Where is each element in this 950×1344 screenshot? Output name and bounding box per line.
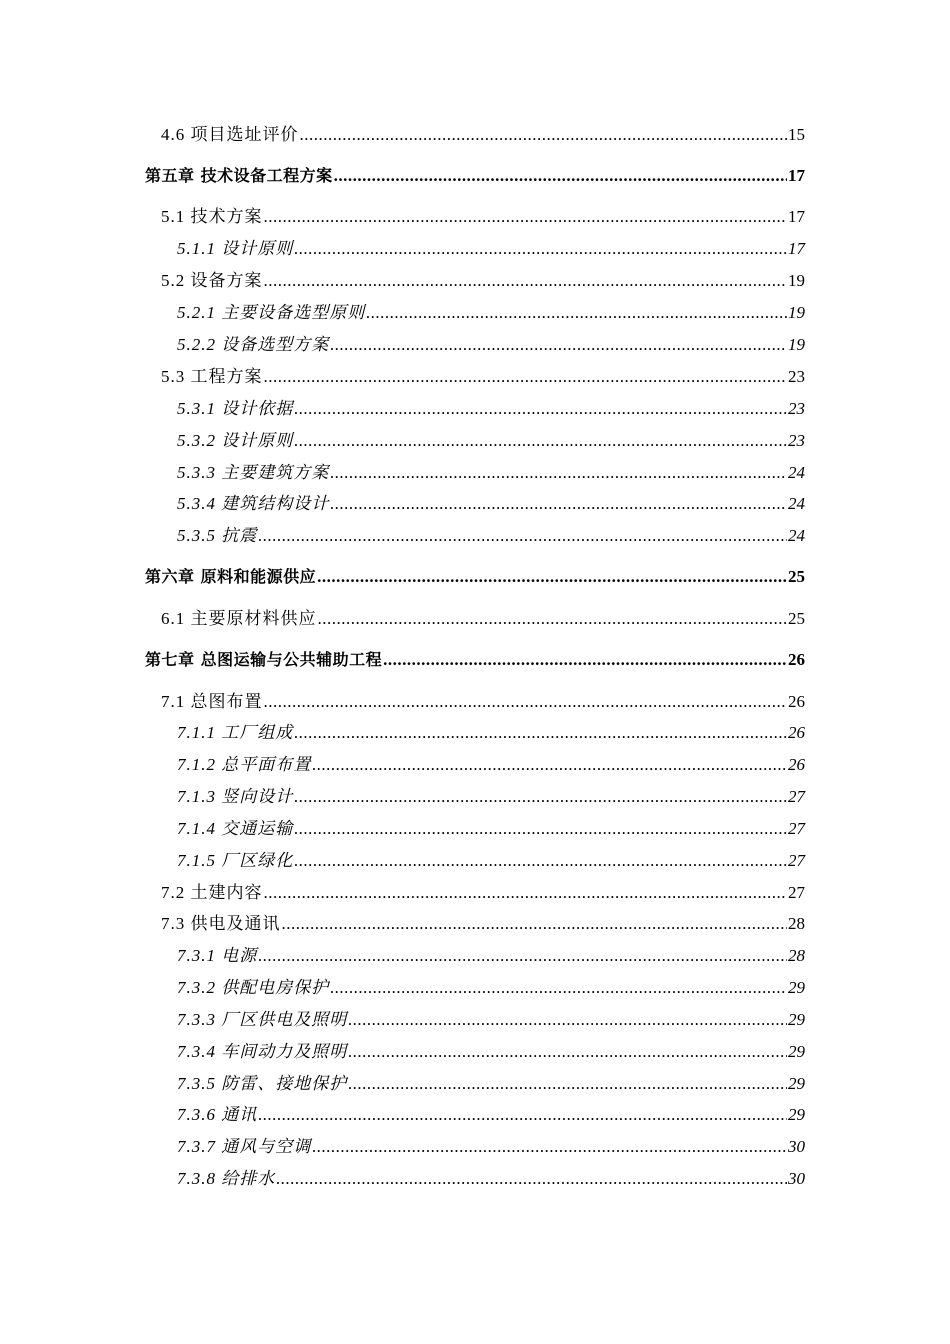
toc-entry[interactable]: [161, 268, 805, 294]
toc-entry-title: 5.1 技术方案: [161, 207, 263, 226]
toc-entry-page-number: 25: [788, 609, 805, 628]
toc-entry[interactable]: [177, 428, 805, 454]
toc-entry-page-number: 30: [788, 1137, 805, 1156]
toc-entry-title: 5.3.2 设计原则: [177, 431, 294, 450]
toc-entry-page-number: 24: [788, 463, 805, 482]
toc-entry-title: 第五章 技术设备工程方案: [145, 166, 333, 185]
toc-entry-page-number: 23: [788, 399, 805, 418]
toc-dot-leader: [294, 784, 787, 810]
toc-entry[interactable]: [177, 1039, 805, 1065]
toc-dot-leader: [276, 1166, 787, 1192]
toc-entry[interactable]: [161, 122, 805, 148]
toc-dot-leader: [294, 720, 787, 746]
toc-entry-page-number: 26: [788, 755, 805, 774]
toc-entry-title: 7.1.2 总平面布置: [177, 755, 312, 774]
toc-entry[interactable]: [177, 491, 805, 517]
toc-dot-leader: [264, 364, 788, 390]
toc-dot-leader: [264, 268, 788, 294]
toc-dot-leader: [348, 1039, 787, 1065]
toc-dot-leader: [312, 752, 787, 778]
toc-entry[interactable]: [177, 523, 805, 549]
toc-dot-leader: [264, 204, 788, 230]
toc-dot-leader: [294, 848, 787, 874]
toc-entry-page-number: 26: [788, 692, 805, 711]
toc-entry-page-number: 28: [788, 946, 805, 965]
toc-dot-leader: [294, 236, 787, 262]
toc-dot-leader: [264, 689, 788, 715]
toc-entry-page-number: 27: [788, 787, 805, 806]
toc-dot-leader: [294, 396, 787, 422]
toc-entry-page-number: 27: [788, 851, 805, 870]
toc-entry-title: 7.1.5 厂区绿化: [177, 851, 294, 870]
toc-entry-title: 7.1.3 竖向设计: [177, 787, 294, 806]
toc-dot-leader: [330, 491, 787, 517]
toc-entry-page-number: 17: [788, 207, 805, 226]
toc-entry-page-number: 19: [788, 303, 805, 322]
toc-entry-title: 7.3.5 防雷、接地保护: [177, 1074, 348, 1093]
toc-entry-title: 7.1.1 工厂组成: [177, 723, 294, 742]
toc-entry-page-number: 30: [788, 1169, 805, 1188]
toc-entry-title: 7.3.6 通讯: [177, 1105, 258, 1124]
toc-dot-leader: [383, 647, 787, 673]
toc-entry[interactable]: [177, 236, 805, 262]
toc-entry-title: 5.3.4 建筑结构设计: [177, 494, 330, 513]
toc-entry-title: 5.2 设备方案: [161, 271, 263, 290]
toc-entry-title: 第七章 总图运输与公共辅助工程: [145, 650, 383, 669]
toc-entry[interactable]: [161, 606, 805, 632]
toc-entry[interactable]: [177, 460, 805, 486]
toc-entry-page-number: 29: [788, 1105, 805, 1124]
toc-entry[interactable]: [177, 1071, 805, 1097]
toc-entry[interactable]: [161, 911, 805, 937]
toc-entry-title: 7.3.1 电源: [177, 946, 258, 965]
toc-entry[interactable]: [145, 564, 805, 590]
toc-dot-leader: [258, 1102, 787, 1128]
toc-dot-leader: [348, 1007, 787, 1033]
toc-entry-page-number: 28: [788, 914, 805, 933]
toc-entry-title: 5.2.1 主要设备选型原则: [177, 303, 366, 322]
toc-entry-page-number: 26: [788, 650, 805, 669]
toc-entry-title: 7.3.7 通风与空调: [177, 1137, 312, 1156]
toc-entry-page-number: 19: [788, 271, 805, 290]
toc-entry-title: 7.3.8 给排水: [177, 1169, 276, 1188]
toc-entry[interactable]: [177, 396, 805, 422]
toc-entry-page-number: 24: [788, 526, 805, 545]
toc-entry[interactable]: [145, 647, 805, 673]
toc-entry[interactable]: [177, 300, 805, 326]
toc-entry-page-number: 24: [788, 494, 805, 513]
toc-entry-title: 7.3.4 车间动力及照明: [177, 1042, 348, 1061]
toc-entry[interactable]: [177, 1134, 805, 1160]
toc-entry-page-number: 27: [788, 883, 805, 902]
toc-dot-leader: [294, 428, 787, 454]
toc-entry[interactable]: [177, 816, 805, 842]
toc-entry-page-number: 23: [788, 367, 805, 386]
toc-entry-page-number: 29: [788, 1074, 805, 1093]
toc-entry[interactable]: [161, 689, 805, 715]
toc-entry-title: 5.2.2 设备选型方案: [177, 335, 330, 354]
toc-entry[interactable]: [177, 1166, 805, 1192]
toc-entry-title: 5.1.1 设计原则: [177, 239, 294, 258]
toc-entry-page-number: 27: [788, 819, 805, 838]
toc-entry-title: 5.3.1 设计依据: [177, 399, 294, 418]
toc-entry-title: 第六章 原料和能源供应: [145, 567, 317, 586]
toc-dot-leader: [330, 332, 787, 358]
toc-entry-title: 7.3.2 供配电房保护: [177, 978, 330, 997]
toc-entry-title: 7.1.4 交通运输: [177, 819, 294, 838]
toc-entry-page-number: 19: [788, 335, 805, 354]
toc-entry-title: 5.3.3 主要建筑方案: [177, 463, 330, 482]
toc-dot-leader: [366, 300, 787, 326]
toc-entry-page-number: 29: [788, 1010, 805, 1029]
toc-entry[interactable]: [177, 1007, 805, 1033]
toc-entry[interactable]: [161, 880, 805, 906]
toc-dot-leader: [300, 122, 788, 148]
toc-dot-leader: [348, 1071, 787, 1097]
toc-entry-title: 5.3.5 抗震: [177, 526, 258, 545]
toc-entry-page-number: 15: [788, 125, 805, 144]
toc-dot-leader: [282, 911, 788, 937]
toc-dot-leader: [330, 460, 787, 486]
toc-entry[interactable]: [177, 332, 805, 358]
toc-entry[interactable]: [177, 720, 805, 746]
toc-dot-leader: [334, 163, 787, 189]
toc-entry[interactable]: [145, 163, 805, 189]
toc-entry[interactable]: [177, 1102, 805, 1128]
toc-dot-leader: [317, 564, 787, 590]
toc-dot-leader: [264, 880, 788, 906]
toc-entry-title: 6.1 主要原材料供应: [161, 609, 317, 628]
toc-entry[interactable]: [161, 204, 805, 230]
toc-dot-leader: [294, 816, 787, 842]
toc-dot-leader: [312, 1134, 787, 1160]
toc-dot-leader: [330, 975, 787, 1001]
toc-entry-title: 4.6 项目选址评价: [161, 125, 299, 144]
toc-dot-leader: [258, 943, 787, 969]
toc-entry[interactable]: [161, 364, 805, 390]
toc-entry-title: 5.3 工程方案: [161, 367, 263, 386]
toc-entry-title: 7.1 总图布置: [161, 692, 263, 711]
toc-entry-page-number: 29: [788, 1042, 805, 1061]
toc-entry[interactable]: [177, 752, 805, 778]
toc-dot-leader: [318, 606, 788, 632]
toc-entry-page-number: 26: [788, 723, 805, 742]
toc-entry-page-number: 17: [788, 239, 805, 258]
toc-entry[interactable]: [177, 943, 805, 969]
toc-entry-page-number: 17: [788, 166, 805, 185]
toc-entry-page-number: 29: [788, 978, 805, 997]
toc-entry-page-number: 25: [788, 567, 805, 586]
toc-entry-title: 7.3.3 厂区供电及照明: [177, 1010, 348, 1029]
toc-entry-title: 7.2 土建内容: [161, 883, 263, 902]
toc-entry[interactable]: [177, 848, 805, 874]
toc-entry[interactable]: [177, 975, 805, 1001]
toc-entry[interactable]: [177, 784, 805, 810]
toc-entry-title: 7.3 供电及通讯: [161, 914, 281, 933]
toc-dot-leader: [258, 523, 787, 549]
toc-entry-page-number: 23: [788, 431, 805, 450]
